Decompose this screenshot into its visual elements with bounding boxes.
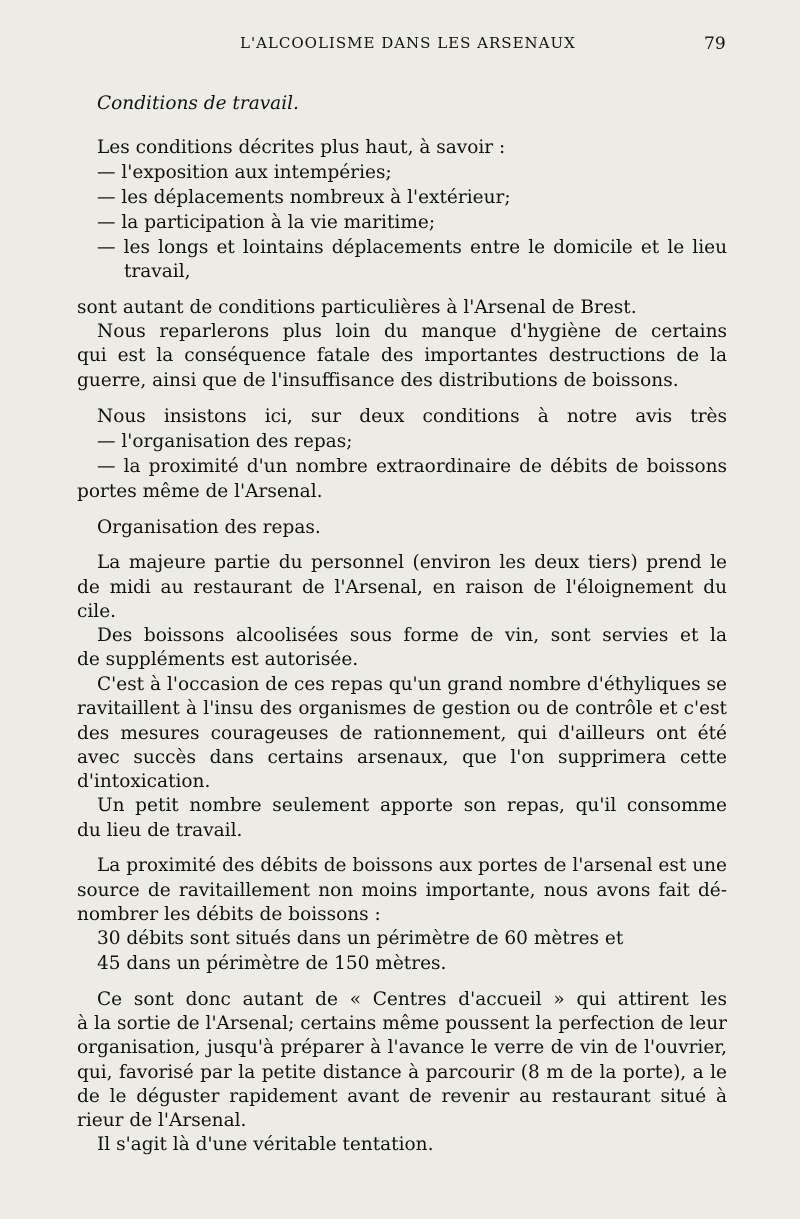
paragraph-line: nombrer les débits de boissons : [77,904,381,925]
paragraph-line: portes même de l'Arsenal. [77,481,323,502]
paragraph-line: Nous insistons ici, sur deux conditions à notre avis très [97,406,727,427]
paragraph-line: de le déguster rapidement avant de revenir au restaurant situé à [77,1086,727,1107]
paragraph-line: Nous reparlerons plus loin du manque d'hygiène de certains [97,321,727,342]
paragraph-line: qui est la conséquence fatale des importantes destructions de la [77,345,727,366]
paragraph-line: sont autant de conditions particulières à l'Arsenal de Brest. [77,297,637,318]
section-title: Conditions de travail. [97,93,299,114]
paragraph-line: de midi au restaurant de l'Arsenal, en raison de l'éloignement du [77,577,727,598]
paragraph-line: ravitaillent à l'insu des organismes de gestion ou de contrôle et c'est [77,698,727,719]
list-item: travail, [124,261,191,282]
subheading: Organisation des repas. [97,517,321,538]
paragraph-line: du lieu de travail. [77,820,243,841]
paragraph-line: rieur de l'Arsenal. [77,1110,247,1131]
paragraph-line: Il s'agit là d'une véritable tentation. [97,1134,434,1155]
paragraph-line: de suppléments est autorisée. [77,649,359,670]
paragraph-line: Un petit nombre seulement apporte son repas, qu'il consomme [97,795,727,816]
list-item: — la proximité d'un nombre extraordinaire de débits de boissons [97,456,727,477]
page-header [0,34,800,58]
paragraph-line: cile. [77,601,117,622]
paragraph-line: organisation, jusqu'à préparer à l'avance le verre de vin de l'ouvrier, [77,1037,727,1058]
page-number: 79 [704,34,726,54]
paragraph-line: avec succès dans certains arsenaux, que l'on supprimera cette [77,747,727,768]
paragraph-line: d'intoxication. [77,771,211,792]
list-item: — les déplacements nombreux à l'extérieur; [97,187,511,208]
paragraph-line: source de ravitaillement non moins importante, nous avons fait dé- [77,880,727,901]
paragraph-line: à la sortie de l'Arsenal; certains même poussent la perfection de leur [77,1013,727,1034]
list-item: — les longs et lointains déplacements entre le domicile et le lieu [97,237,727,258]
paragraph-line: guerre, ainsi que de l'insuffisance des distributions de boissons. [77,370,679,391]
list-item: — l'exposition aux intempéries; [97,162,392,183]
list-item: — l'organisation des repas; [97,431,353,452]
paragraph-line: La majeure partie du personnel (environ les deux tiers) prend le [97,552,727,573]
paragraph-line: C'est à l'occasion de ces repas qu'un grand nombre d'éthyliques se [97,674,727,695]
paragraph-line: qui, favorisé par la petite distance à parcourir (8 m de la porte), a le [77,1062,727,1083]
paragraph-line: 45 dans un périmètre de 150 mètres. [97,953,447,974]
paragraph-line: Les conditions décrites plus haut, à savoir : [97,137,506,158]
list-item: — la participation à la vie maritime; [97,212,436,233]
paragraph-line: des mesures courageuses de rationnement, qui d'ailleurs ont été [77,723,727,744]
running-title: L'ALCOOLISME DANS LES ARSENAUX [240,34,576,52]
paragraph-line: Ce sont donc autant de « Centres d'accueil » qui attirent les [97,989,727,1010]
paragraph-line: 30 débits sont situés dans un périmètre de 60 mètres et [97,928,624,949]
paragraph-line: Des boissons alcoolisées sous forme de vin, sont servies et la [97,625,727,646]
paragraph-line: La proximité des débits de boissons aux portes de l'arsenal est une [97,855,727,876]
